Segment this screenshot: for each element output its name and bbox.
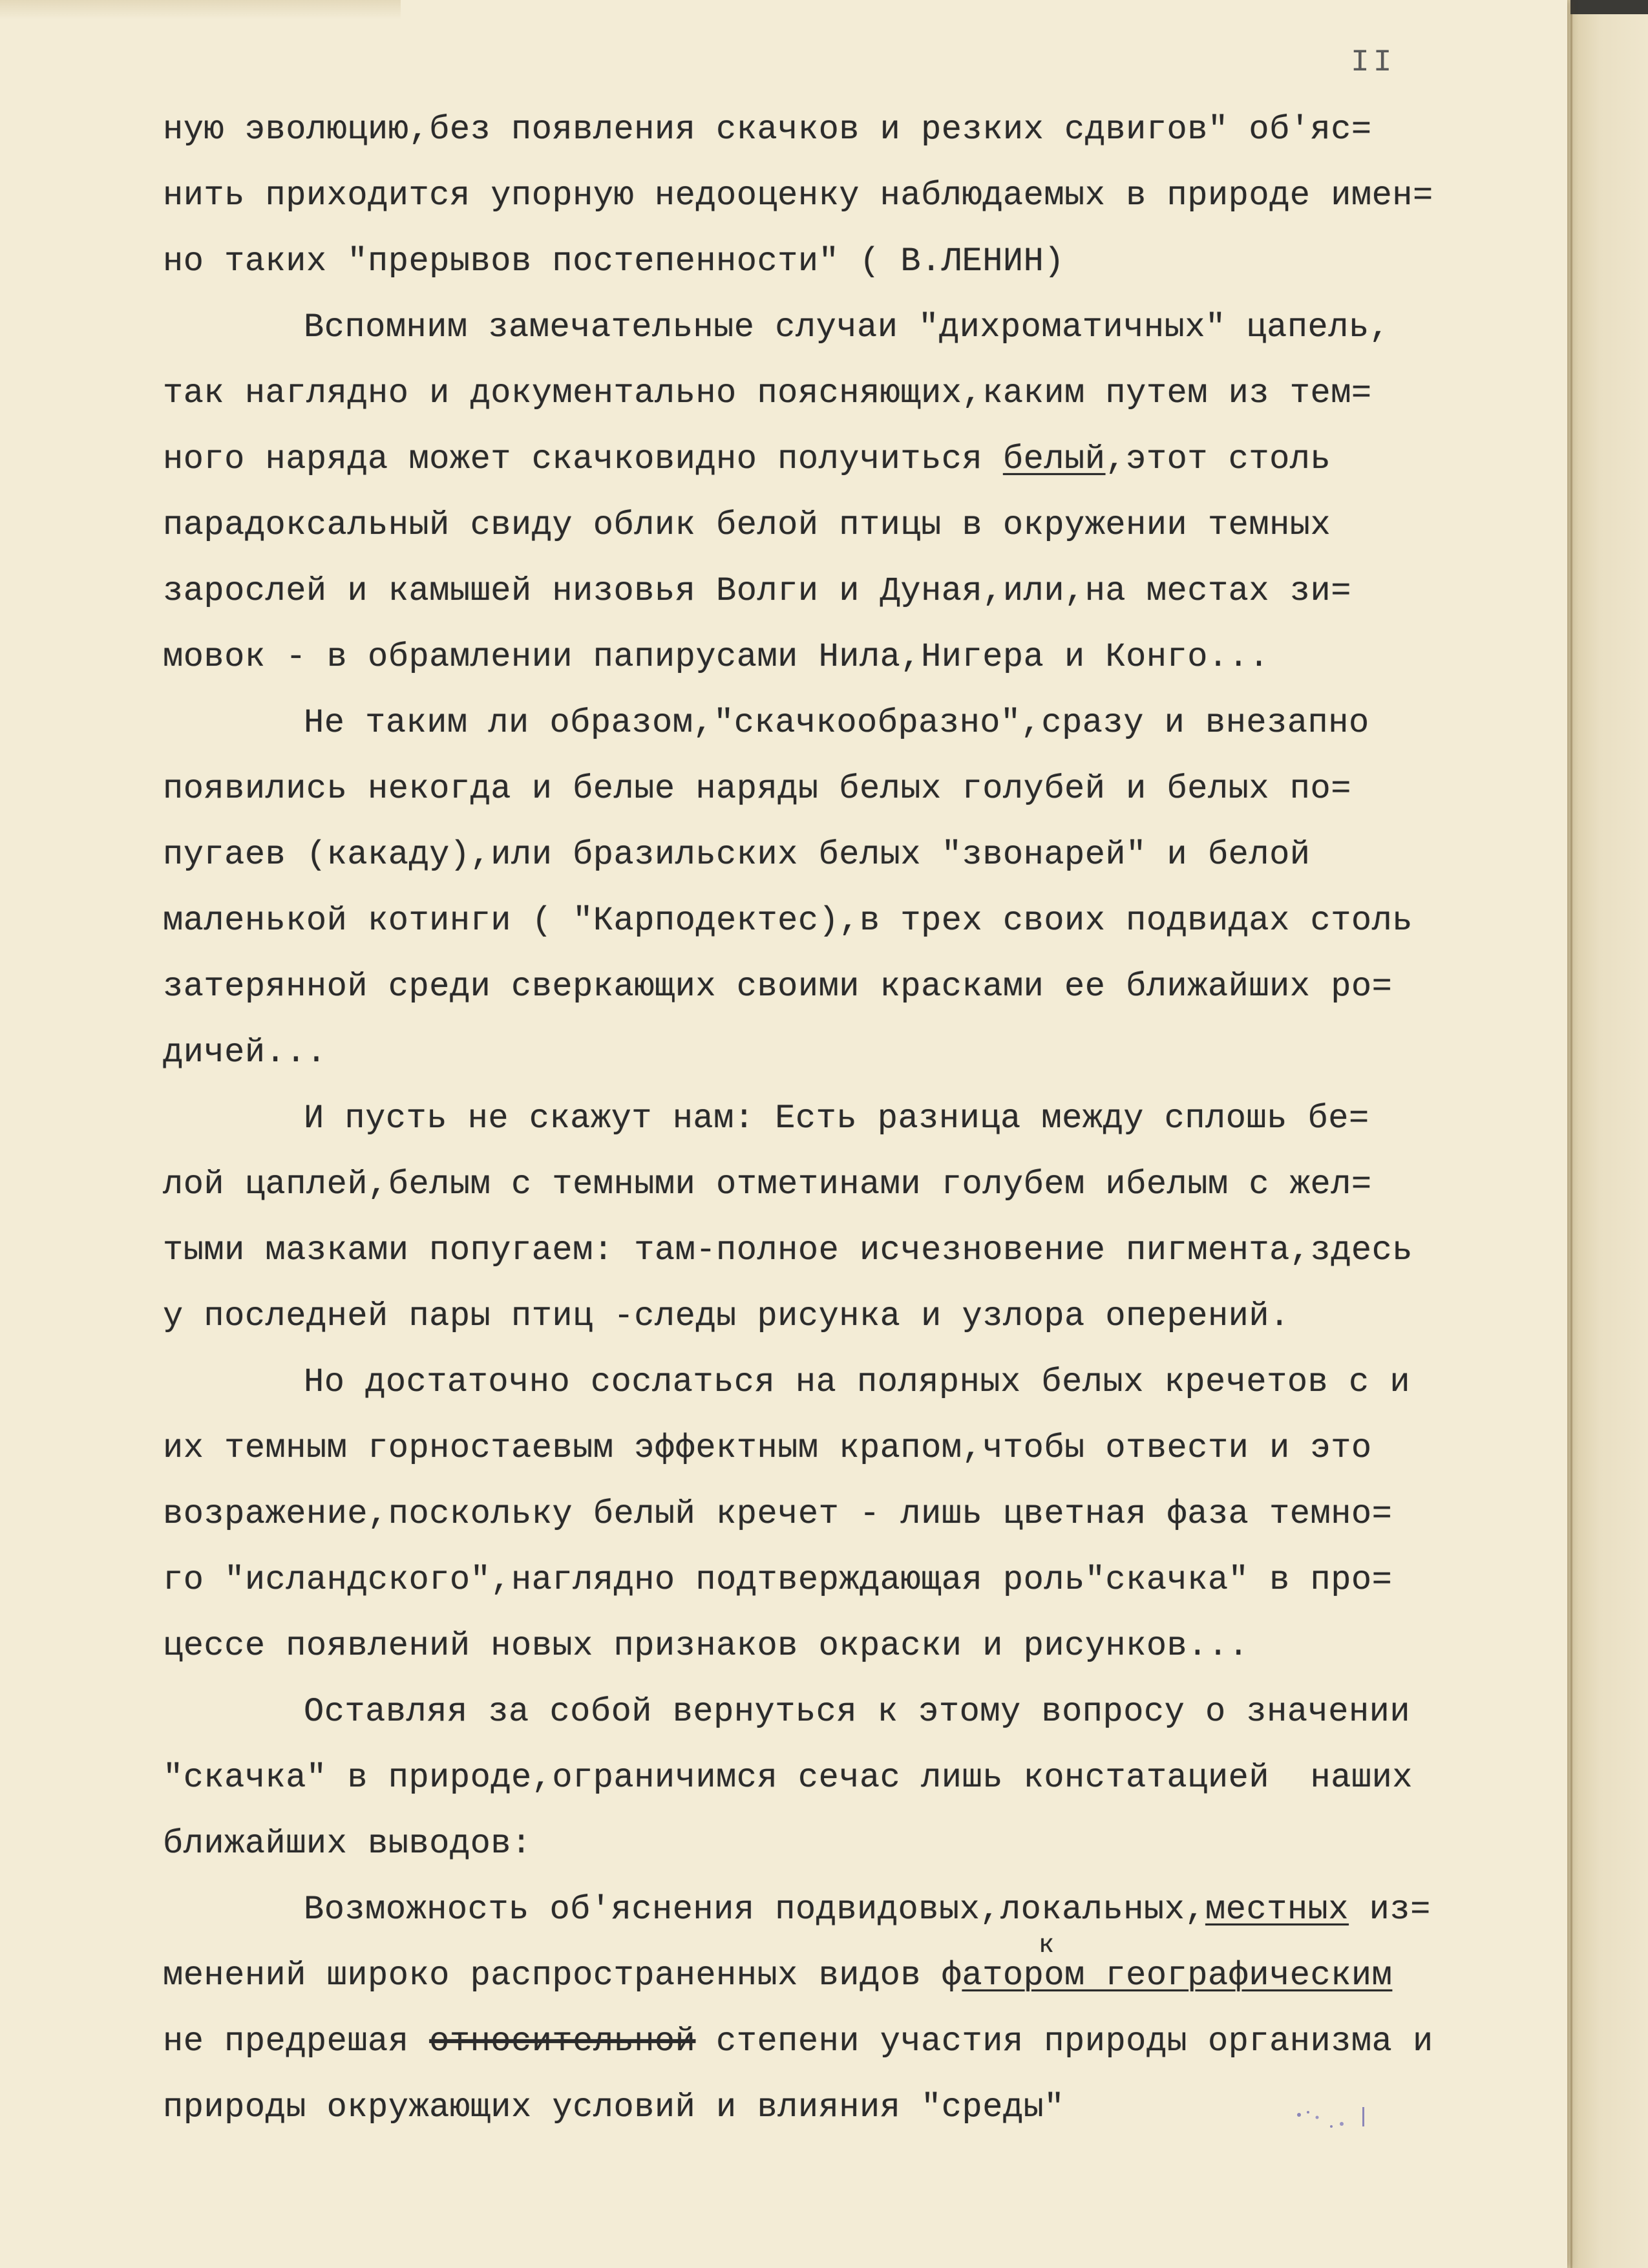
underlined-phrase: атором географическим (962, 1956, 1393, 1995)
sheet-edge-line (1570, 0, 1572, 2268)
paper-fold (0, 0, 401, 19)
text-segment: Возможность об'яснения подвидовых,локальных, (304, 1891, 1206, 1929)
text-line: природы окружающих условий и влияния "среды" (163, 2088, 1065, 2126)
struck-out-word: относительной (429, 2022, 696, 2061)
text-line: ближайших выводов: (163, 1825, 532, 1863)
paragraph-start: Оставляя за собой вернуться к этому вопросу о значении (304, 1693, 1411, 1731)
ink-smudge (1286, 2101, 1377, 2139)
text-line: их темным горностаевым эффектным крапом,чтобы отвести и это (163, 1429, 1372, 1467)
text-line: парадоксальный свиду облик белой птицы в окружении темных (163, 506, 1331, 544)
text-line: пугаев (какаду),или бразильских белых "звонарей" и белой (163, 836, 1311, 874)
paragraph-start (163, 1877, 1565, 1943)
text-line: го "исландского",наглядно подтверждающая роль"скачка" в про= (163, 1561, 1393, 1599)
text-line: появились некогда и белые наряды белых голубей и белых по= (163, 770, 1351, 808)
text-segment: ,этот столь (1105, 440, 1331, 478)
paragraph-start: И пусть не скажут нам: Есть разница между сплошь бе= (304, 1099, 1369, 1138)
text-line: мовок - в обрамлении папирусами Нила,Нигера и Конго... (163, 638, 1270, 676)
text-line (163, 2009, 1565, 2075)
background-strip (1570, 0, 1648, 14)
text-line: цессе появлений новых признаков окраски и рисунков... (163, 1627, 1249, 1665)
text-segment: менений широко распространенных видов ф (163, 1956, 962, 1995)
text-line: но таких "прерывов постепенности" ( В.ЛЕНИН) (163, 242, 1065, 281)
text-line: затерянной среди сверкающих своими красками ее ближайших ро= (163, 968, 1393, 1006)
body-text (163, 97, 1565, 2141)
page-number: II (1351, 45, 1396, 80)
text-segment: степени участия природы организма и (695, 2022, 1433, 2061)
text-line: лой цаплей,белым с темными отметинами голубем ибелым с жел= (163, 1165, 1372, 1203)
underlined-word: белый (1002, 440, 1106, 478)
underlined-word: местных (1205, 1891, 1349, 1929)
text-line: ную эволюцию,без появления скачков и резких сдвигов" об'яс= (163, 111, 1372, 149)
text-line: нить приходится упорную недооценку наблюдаемых в природе имен= (163, 176, 1433, 215)
paragraph-start: Но достаточно сослаться на полярных белых кречетов с и (304, 1363, 1411, 1401)
text-line: зарослей и камышей низовья Волги и Дуная,или,на местах зи= (163, 572, 1351, 610)
paragraph-start: Вспомним замечательные случаи "дихроматичных" цапель, (304, 308, 1390, 346)
text-line: дичей... (163, 1033, 327, 1072)
text-segment: ного наряда может скачковидно получиться (163, 440, 1003, 478)
paragraph-start: Не таким ли образом,"скачкообразно",сразу и внезапно (304, 704, 1369, 742)
text-line: маленькой котинги ( "Карподектес),в трех своих подвидах столь (163, 902, 1413, 940)
interline-correction: к (1039, 1931, 1055, 1960)
text-line: у последней пары птиц -следы рисунка и узлора оперений. (163, 1297, 1290, 1335)
text-line: возражение,поскольку белый кречет - лишь цветная фаза темно= (163, 1495, 1393, 1533)
text-line (163, 427, 1565, 493)
text-line: тыми мазками попугаем: там-полное исчезновение пигмента,здесь (163, 1231, 1413, 1269)
text-segment: не предрешая (163, 2022, 430, 2061)
underlying-sheet-edge (1567, 0, 1648, 2268)
text-line: так наглядно и документально поясняющих,каким путем из тем= (163, 374, 1372, 412)
text-line: "скачка" в природе,ограничимся сечас лишь констатацией наших (163, 1759, 1413, 1797)
text-line (163, 1931, 1565, 2009)
text-segment: из= (1348, 1891, 1431, 1929)
